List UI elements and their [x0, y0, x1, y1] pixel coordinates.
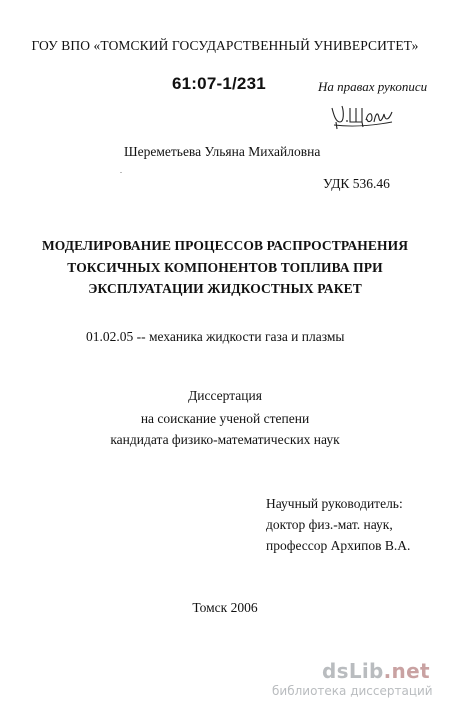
advisor-label: Научный руководитель:: [266, 496, 403, 511]
watermark-subtitle: библиотека диссертаций: [272, 684, 433, 698]
manuscript-rights-note: На правах рукописи: [318, 79, 428, 94]
watermark-logo-tld: .net: [383, 659, 430, 683]
degree-line-2: на соискание ученой степени: [140, 411, 310, 426]
watermark-logo: [322, 659, 430, 683]
author-name: Шереметьева Ульяна Михайловна: [124, 144, 321, 159]
city-year: Томск 2006: [192, 600, 258, 615]
specialty-code: 01.02.05 -- механика жидкости газа и плазмы: [86, 329, 345, 344]
title-line-3: ЭКСПЛУАТАЦИИ ЖИДКОСТНЫХ РАКЕТ: [88, 281, 362, 296]
handwritten-signature: [326, 98, 396, 132]
watermark-logo-main: dsLib: [322, 659, 384, 683]
scan-speck: [120, 172, 122, 173]
title-line-1: МОДЕЛИРОВАНИЕ ПРОЦЕССОВ РАСПРОСТРАНЕНИЯ: [41, 238, 409, 253]
udk-code: УДК 536.46: [323, 176, 390, 191]
advisor-name: профессор Архипов В.А.: [266, 538, 411, 553]
archive-code: 61:07-1/231: [172, 74, 266, 93]
institution-heading: ГОУ ВПО «ТОМСКИЙ ГОСУДАРСТВЕННЫЙ УНИВЕРСИТЕТ»: [31, 38, 419, 53]
degree-line-3: кандидата физико-математических наук: [110, 432, 340, 447]
advisor-degree: доктор физ.-мат. наук,: [266, 517, 393, 532]
title-line-2: ТОКСИЧНЫХ КОМПОНЕНТОВ ТОПЛИВА ПРИ: [67, 260, 383, 275]
degree-line-1: Диссертация: [188, 388, 262, 403]
